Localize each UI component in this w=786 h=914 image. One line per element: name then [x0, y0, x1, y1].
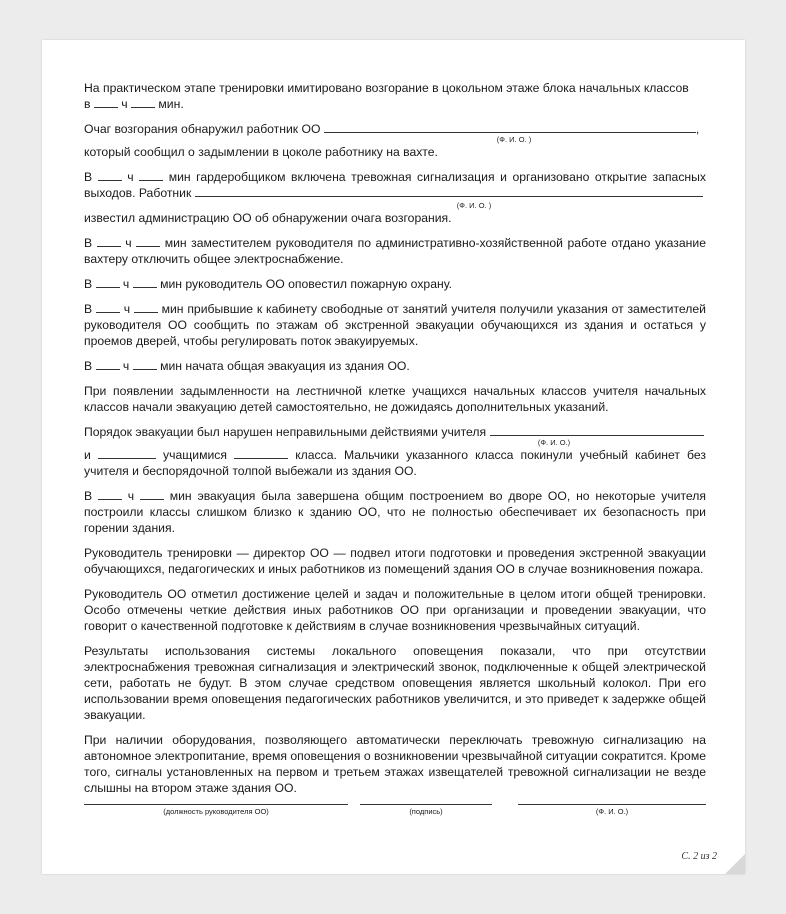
- paragraph-text: мин заместителем руководителя по административно-хозяйственной работе отдано указание вахтеру отключить общее электроснабжение.: [84, 236, 706, 266]
- paragraph-violation: [84, 424, 706, 440]
- document-page: [42, 40, 745, 874]
- field-caption: (Ф. И. О. ): [456, 201, 492, 210]
- field-caption: (Ф. И. О.): [537, 438, 571, 447]
- signature-caption: (должность руководителя ОО): [163, 807, 269, 816]
- paragraph-smoke: При появлении задымленности на лестничной клетке учащихся начальных классов учителя начальных классов начали эвакуацию детей самостоятельно, не дожидаясь дополнительных указаний.: [84, 384, 706, 414]
- minute-blank[interactable]: [131, 96, 155, 108]
- paragraph-alarm: [84, 169, 706, 201]
- paragraph-text: В: [84, 170, 93, 184]
- paragraph-summary: Руководитель тренировки — директор ОО — подвел итоги подготовки и проведения экстренной эвакуации обучающихся, педагогических и иных работников из помещений здания ОО в случае возникновения пожара.: [84, 546, 706, 576]
- class-blank[interactable]: [234, 447, 288, 459]
- paragraph-text: мин прибывшие к кабинету свободные от занятий учителя получили указания от заместителей руководителя ОО сообщить по этажам об экстренной эвакуации обучающихся из здания и остаться у проемов дверей, чтобы регулировать поток эвакуируемых.: [84, 302, 706, 348]
- paragraph-evacuation-start: [84, 358, 706, 374]
- paragraph-text: ч: [121, 97, 128, 111]
- paragraph-text: ч: [127, 489, 135, 503]
- paragraph-text: ч: [122, 359, 130, 373]
- hour-blank[interactable]: [98, 488, 122, 500]
- signature-field[interactable]: [360, 803, 492, 816]
- paragraph-text: мин эвакуация была завершена общим построением во дворе ОО, но некоторые учителя построили классы слишком близко к зданию ОО, что не полностью обеспечивает их безопасность при горении здания.: [84, 489, 707, 535]
- field-caption: (Ф. И. О. ): [496, 135, 532, 144]
- minute-blank[interactable]: [133, 358, 157, 370]
- minute-blank[interactable]: [136, 235, 160, 247]
- paragraph-text: класса. Мальчики указанного класса покинули учебный кабинет без учителя и беспорядочной толпой выбежали из здания ОО.: [84, 448, 707, 478]
- paragraph-text: который сообщил о задымлении в цоколе работнику на вахте.: [84, 145, 438, 159]
- paragraph-text: мин руководитель ОО оповестил пожарную охрану.: [160, 277, 452, 291]
- hour-blank[interactable]: [98, 169, 122, 181]
- paragraph-violation-cont: [84, 447, 706, 479]
- name-blank[interactable]: [195, 185, 703, 197]
- signature-row: [84, 803, 706, 823]
- paragraph-text: Очаг возгорания обнаружил работник ОО: [84, 122, 321, 136]
- paragraph-text: В: [84, 489, 93, 503]
- signature-line: [518, 803, 706, 805]
- hour-blank[interactable]: [96, 276, 120, 288]
- paragraph-text: и: [84, 448, 91, 462]
- paragraph-text: мин гардеробщиком включена тревожная сигнализация и организовано открытие запасных выходов. Работник: [84, 170, 706, 200]
- name-signature-field[interactable]: [518, 803, 706, 816]
- name-blank[interactable]: [324, 121, 696, 133]
- teacher-blank[interactable]: [98, 447, 156, 459]
- paragraph-text: мин начата общая эвакуация из здания ОО.: [160, 359, 410, 373]
- hour-blank[interactable]: [94, 96, 118, 108]
- paragraph-text: В: [84, 359, 93, 373]
- paragraph-notification: Результаты использования системы локального оповещения показали, что при отсутствии электроснабжения тревожная сигнализация и электрический звонок, подключенные к общей электрической сети, работать не будут. В этом случае средством оповещения является школьный колокол. При его использовании время оповещения педагогических работников увеличится, и это приведет к задержке общей эвакуации.: [84, 644, 706, 722]
- minute-blank[interactable]: [133, 276, 157, 288]
- page-fold-corner: [725, 854, 745, 874]
- position-signature-field[interactable]: [84, 803, 348, 816]
- hour-blank[interactable]: [96, 301, 120, 313]
- paragraph-text: учащимися: [163, 448, 227, 462]
- teacher-name-blank[interactable]: [490, 424, 704, 436]
- paragraph-fire-service: [84, 276, 706, 292]
- paragraph-text: Порядок эвакуации был нарушен неправильными действиями учителя: [84, 425, 487, 439]
- signature-line: [360, 803, 492, 805]
- paragraph-text: ч: [125, 236, 132, 250]
- paragraph-text: На практическом этапе тренировки имитировано возгорание в цокольном этаже блока начальных классов: [84, 81, 689, 95]
- paragraph-evacuation-end: [84, 488, 706, 536]
- paragraph-text: ч: [122, 277, 130, 291]
- paragraph-text: в: [84, 97, 91, 111]
- paragraph-text: мин.: [158, 97, 184, 111]
- paragraph-text: ч: [123, 302, 131, 316]
- paragraph-text: В: [84, 277, 93, 291]
- paragraph-equipment: При наличии оборудования, позволяющего автоматически переключать тревожную сигнализацию на автономное электропитание, время оповещения о возникновении чрезвычайной ситуации сократится. Кроме того, сигналы установленных на первом и третьем этажах извещателей тревожной сигнализации не везде слышны на втором этаже здания ОО.: [84, 733, 706, 795]
- paragraph-discovered: [84, 121, 706, 137]
- paragraph-text: ч: [127, 170, 134, 184]
- hour-blank[interactable]: [96, 358, 120, 370]
- signature-caption: (подпись): [409, 807, 443, 816]
- minute-blank[interactable]: [140, 488, 164, 500]
- paragraph-text: известил администрацию ОО об обнаружении очага возгорания.: [84, 211, 452, 225]
- paragraph-text: В: [84, 302, 93, 316]
- paragraph-power-off: [84, 235, 706, 267]
- paragraph-teachers: [84, 301, 706, 349]
- signature-caption: (Ф. И. О.): [595, 807, 629, 816]
- page-number: С. 2 из 2: [681, 851, 717, 862]
- minute-blank[interactable]: [139, 169, 163, 181]
- paragraph-ignition: [84, 80, 706, 112]
- paragraph-text: ,: [695, 122, 700, 136]
- hour-blank[interactable]: [97, 235, 121, 247]
- signature-line: [84, 803, 348, 805]
- document-body: [84, 80, 706, 805]
- paragraph-text: В: [84, 236, 93, 250]
- minute-blank[interactable]: [134, 301, 158, 313]
- paragraph-goals: Руководитель ОО отметил достижение целей и задач и положительные в целом итоги общей тренировки. Особо отмечены четкие действия иных работников ОО при организации и проведении эвакуации, что говорит о качественной подготовке к действиям в случае возникновения чрезвычайных ситуаций.: [84, 587, 706, 633]
